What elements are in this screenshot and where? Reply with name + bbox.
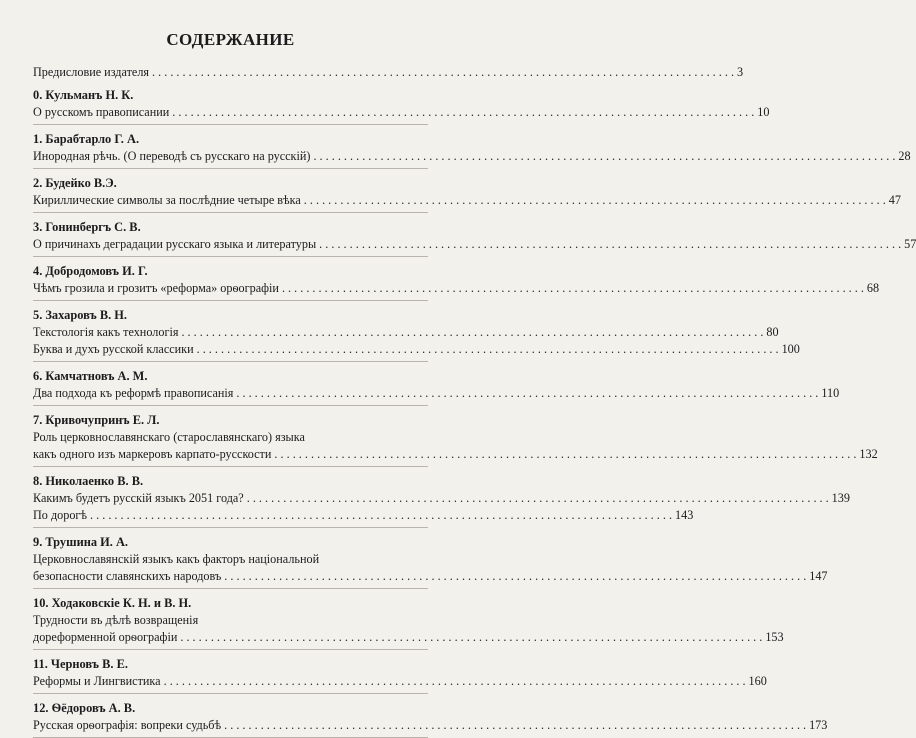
toc-section — [33, 473, 850, 528]
dot-leader — [180, 629, 762, 646]
toc-page-number: 10 — [757, 105, 770, 119]
toc-entry — [33, 717, 828, 734]
toc-entry — [33, 385, 840, 402]
toc-entry — [33, 490, 850, 507]
section-divider — [33, 693, 428, 694]
toc-entry-title: Два подхода къ реформѣ правописанія — [33, 386, 234, 400]
dot-leader — [164, 673, 746, 690]
toc-page-number: 173 — [809, 718, 828, 732]
dot-leader — [197, 341, 779, 358]
toc-section — [33, 175, 901, 213]
toc-section — [33, 412, 878, 467]
toc-author: 9. Трушина И. А. — [33, 535, 129, 549]
toc-entry-title: О причинахъ деградации русскаго языка и литературы — [33, 237, 317, 251]
dot-leader — [304, 192, 886, 209]
toc-entry — [33, 324, 779, 341]
toc-author: 6. Камчатновъ А. М. — [33, 369, 148, 383]
toc-list — [33, 87, 916, 738]
section-divider — [33, 405, 428, 406]
toc-author: 11. Черновъ В. Е. — [33, 657, 128, 671]
section-divider — [33, 124, 428, 125]
toc-entry-title: Буква и духъ русской классики — [33, 342, 194, 356]
toc-section — [33, 131, 911, 169]
dot-leader — [224, 568, 806, 585]
toc-section — [33, 87, 770, 125]
toc-author: 7. Кривочупринъ Е. Л. — [33, 413, 160, 427]
toc-entry-title: Предисловие издателя — [33, 65, 150, 79]
dot-leader — [181, 324, 763, 341]
section-divider — [33, 300, 428, 301]
dot-leader — [282, 280, 864, 297]
section-divider — [33, 256, 428, 257]
toc-entry — [33, 673, 767, 690]
toc-page-number: 100 — [781, 342, 800, 356]
toc-author: 1. Барабтарло Г. А. — [33, 132, 140, 146]
toc-entry-title: О русскомъ правописании — [33, 105, 170, 119]
section-divider — [33, 361, 428, 362]
toc-entry-title: какъ одного изъ маркеровъ карпато-русскости — [33, 447, 272, 461]
toc-author: 4. Добродомовъ И. Г. — [33, 264, 148, 278]
toc-section — [33, 595, 784, 650]
toc-author: 12. Ѳёдоровъ А. В. — [33, 701, 136, 715]
toc-entry — [33, 192, 901, 209]
toc-section — [33, 263, 880, 301]
toc-page-number: 153 — [765, 630, 784, 644]
toc-preface — [33, 64, 744, 81]
dot-leader — [313, 148, 895, 165]
toc-entry-title: По дорогѣ — [33, 508, 88, 522]
toc-entry-title: Реформы и Лингвистика — [33, 674, 161, 688]
toc-author: 5. Захаровъ В. Н. — [33, 308, 128, 322]
toc-page-number: 160 — [748, 674, 767, 688]
section-divider — [33, 527, 428, 528]
toc-entry — [33, 446, 878, 463]
toc-author: 8. Николаенко В. В. — [33, 474, 144, 488]
toc-entry-title: Чѣмъ грозила и грозитъ «реформа» орѳографіи — [33, 281, 279, 295]
toc-page-number: 143 — [675, 508, 694, 522]
toc-section — [33, 700, 828, 738]
toc-entry — [33, 341, 800, 358]
toc-author: 10. Ходаковскіе К. Н. и В. Н. — [33, 596, 192, 610]
toc-entry — [33, 104, 770, 121]
toc-author: 0. Кульманъ Н. К. — [33, 88, 134, 102]
toc-entry — [33, 236, 916, 253]
dot-leader — [274, 446, 856, 463]
toc-section — [33, 534, 828, 589]
section-divider — [33, 168, 428, 169]
toc-section — [33, 307, 800, 362]
toc-entry — [33, 629, 784, 646]
toc-entry-title: Русская орѳографія: вопреки судьбѣ — [33, 718, 222, 732]
dot-leader — [236, 385, 818, 402]
toc-entry-title: Текстологія какъ технологія — [33, 325, 179, 339]
toc-entry-title: безопасности славянскихъ народовъ — [33, 569, 222, 583]
toc-page-number: 147 — [809, 569, 828, 583]
toc-entry-title: Какимъ будетъ русскій языкъ 2051 года? — [33, 491, 244, 505]
toc-entry — [33, 148, 911, 165]
toc-author: 3. Гонинбергъ С. В. — [33, 220, 141, 234]
section-divider — [33, 588, 428, 589]
toc-page-number: 28 — [898, 149, 911, 163]
section-divider — [33, 212, 428, 213]
toc-page-number: 110 — [821, 386, 840, 400]
dot-leader — [319, 236, 901, 253]
dot-leader — [90, 507, 672, 524]
toc-entry-title: Трудности въ дѣлѣ возвращенія — [33, 613, 199, 627]
toc-entry — [33, 507, 694, 524]
toc-entry-title: Кириллические символы за послѣдние четыре вѣка — [33, 193, 301, 207]
toc-page-number: 57 — [904, 237, 916, 251]
page-title: СОДЕРЖАНИЕ — [166, 30, 295, 49]
toc-entry-title: Инородная рѣчь. (О переводѣ съ русскаго на русскій) — [33, 149, 311, 163]
toc-entry-title: Роль церковнославянскаго (старославянскаго) языка — [33, 430, 305, 444]
toc-entry-title: Церковнославянскій языкъ какъ факторъ національной — [33, 552, 320, 566]
toc-page-number: 80 — [766, 325, 779, 339]
toc-section — [33, 219, 916, 257]
toc-author: 2. Будейко В.Э. — [33, 176, 117, 190]
toc-page-number: 139 — [831, 491, 850, 505]
toc-page-number: 3 — [736, 65, 744, 79]
toc-section — [33, 656, 767, 694]
toc-entry — [33, 568, 828, 585]
dot-leader — [152, 64, 734, 81]
toc-entry — [33, 280, 880, 297]
toc-entry-title: дореформенной орѳографіи — [33, 630, 178, 644]
toc-page-number: 47 — [888, 193, 901, 207]
toc-section — [33, 368, 840, 406]
dot-leader — [172, 104, 754, 121]
section-divider — [33, 466, 428, 467]
dot-leader — [224, 717, 806, 734]
section-divider — [33, 649, 428, 650]
toc-page-number: 132 — [859, 447, 878, 461]
toc-page-number: 68 — [866, 281, 880, 295]
dot-leader — [247, 490, 829, 507]
